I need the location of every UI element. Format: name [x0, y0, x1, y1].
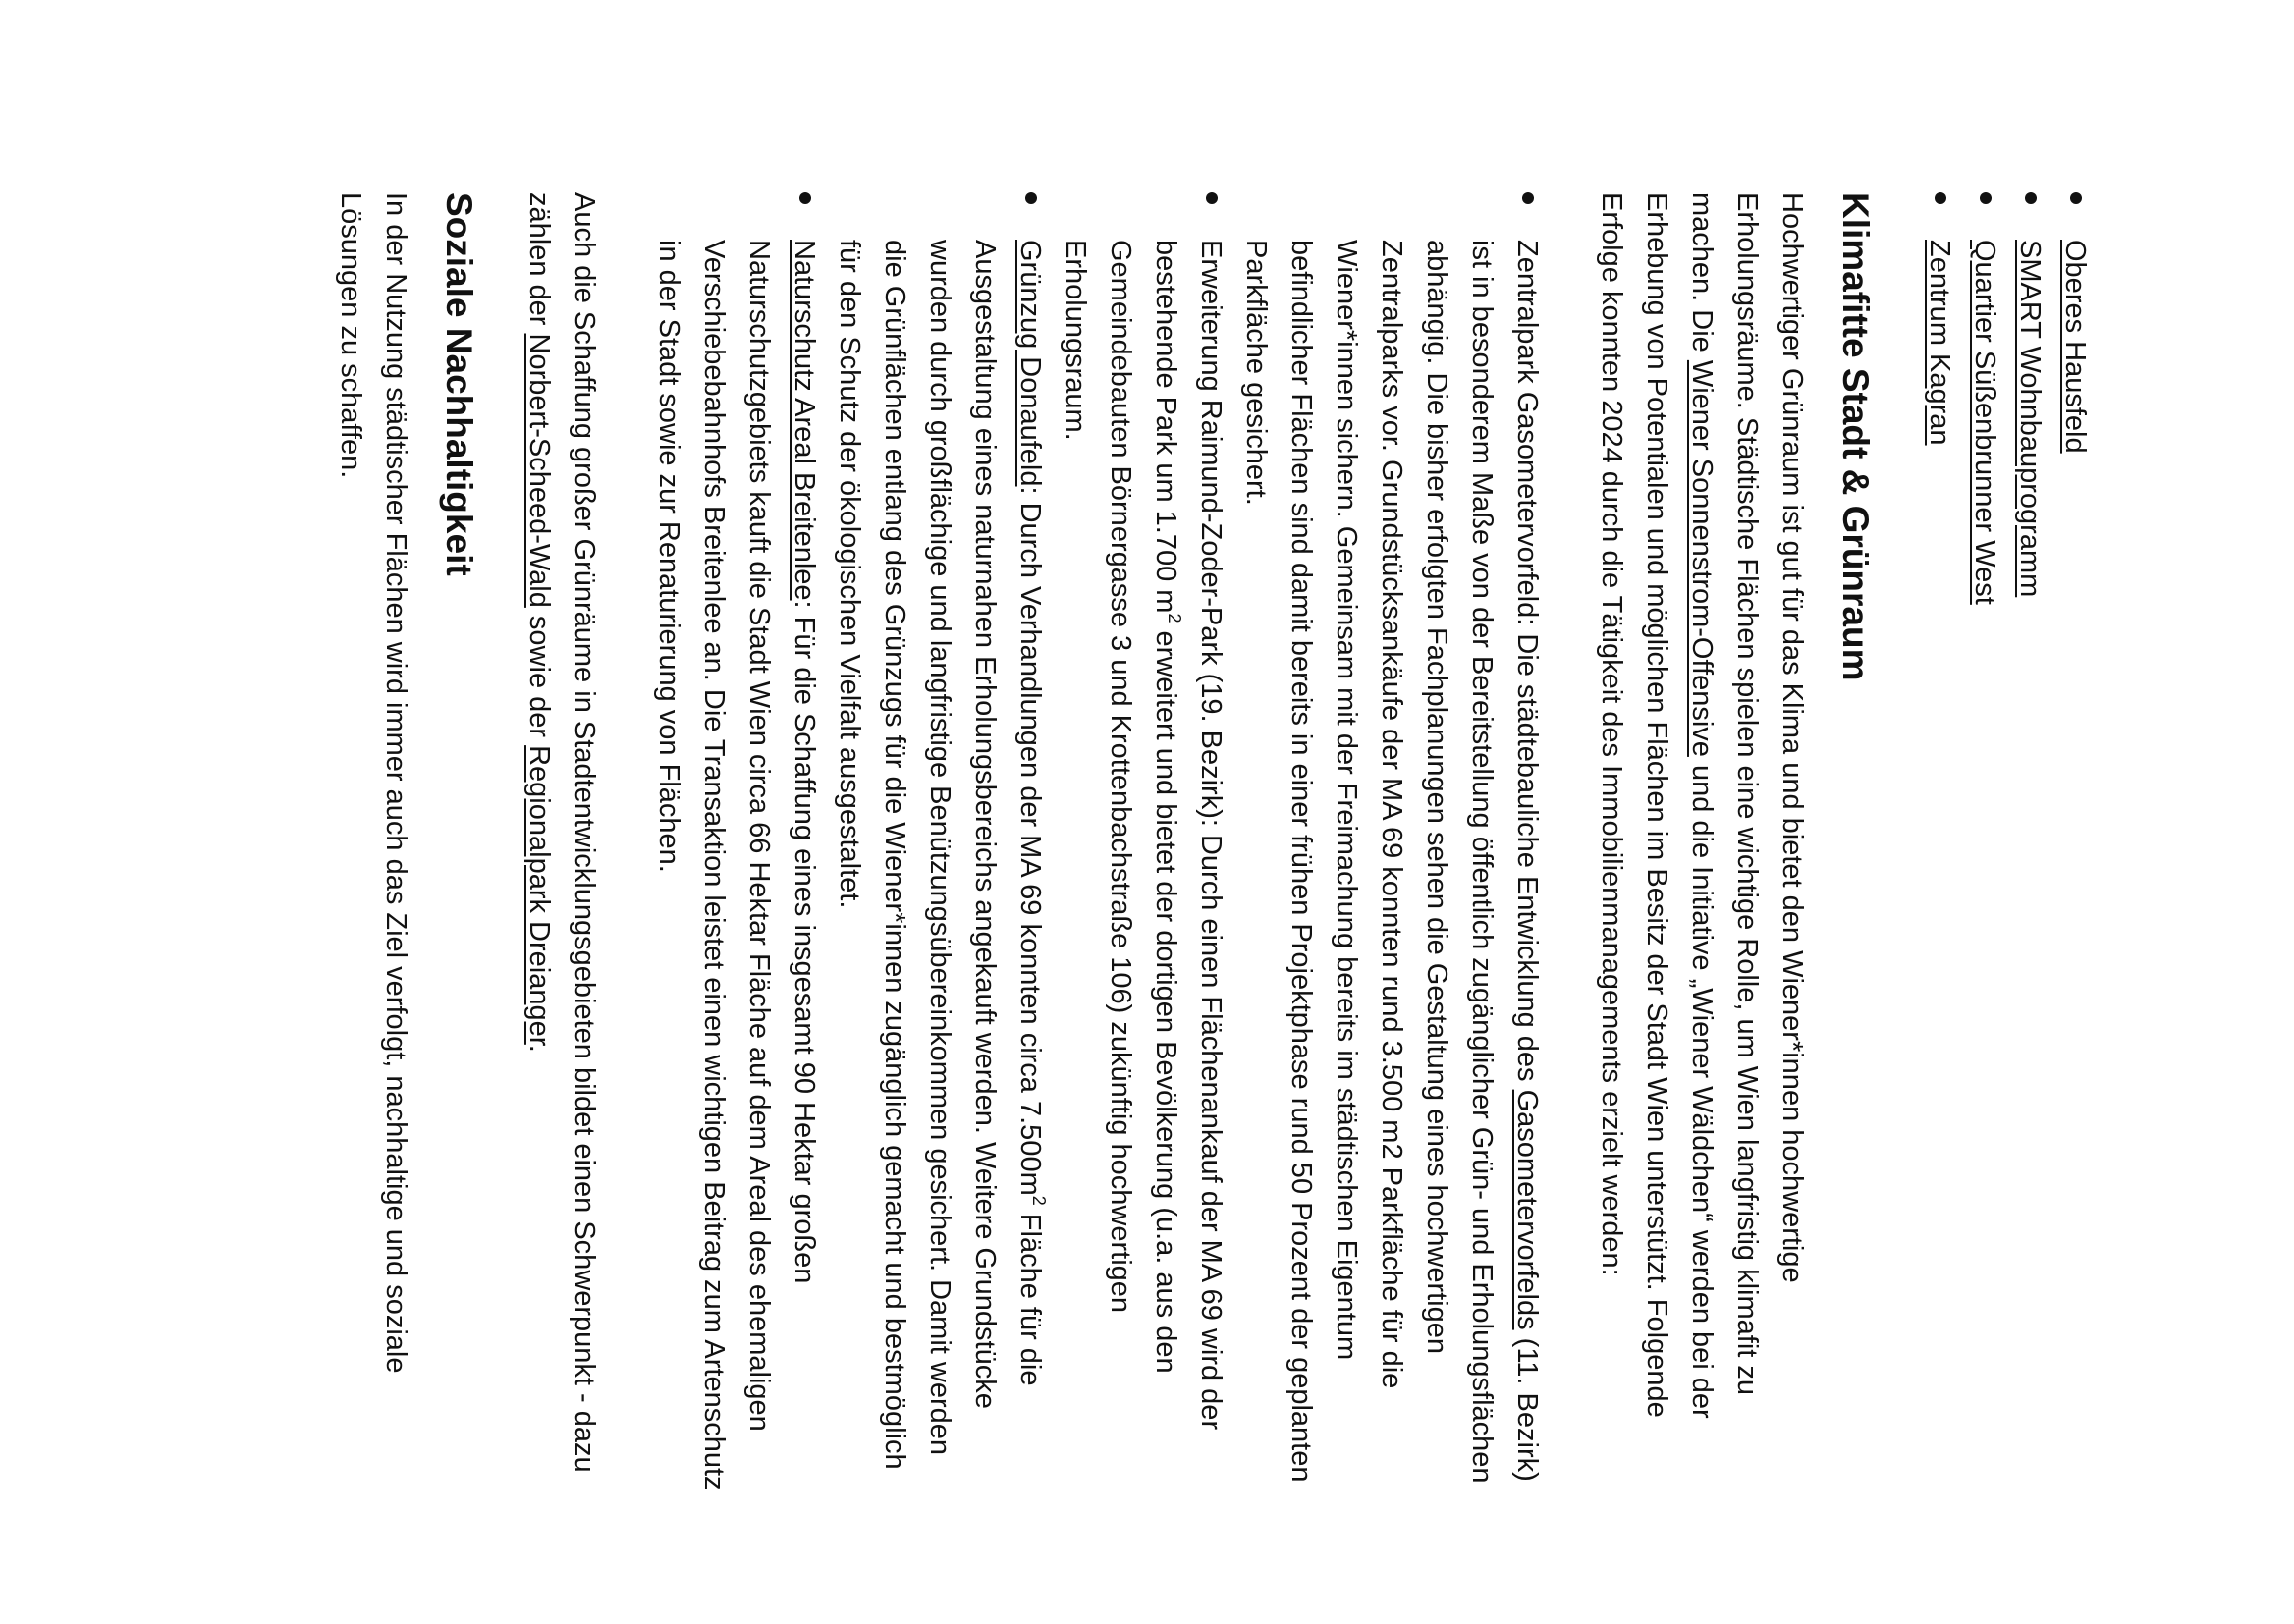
list-item — [827, 192, 1053, 1498]
bullet-text: Erweiterung Raimund-Zoder-Park (19. Bezirk): Durch einen Flächenankauf der MA 69 wird der bestehende Park um 1.700 m — [1150, 240, 1227, 1431]
list-item — [1233, 192, 1550, 1498]
list-item — [1053, 192, 1233, 1498]
list-item — [646, 192, 827, 1498]
bullet-text: : Durch Verhandlungen der MA 69 konnten circa 7.500m — [1014, 486, 1046, 1196]
section-heading-soziale-nachhaltigkeit: Soziale Nachhaltigkeit — [439, 192, 479, 576]
link-zentrum-kagran[interactable]: Zentrum Kagran — [1924, 240, 1955, 446]
bullet-text: (11. Bezirk) ist in besonderem Maße von der Bereitstellung öffentlich zugänglicher Grün- und Erholungsflächen abhängig. Die bisher erfolgten Fachplanungen sehen die Gestaltung eines hochwertigen Zentralparks vor. Grundstücksankäufe der MA 69 konnten rund 3.500 m2 Parkfläche für die Wiener*innen sichern. Gemeinsam mit der Freimachung bereits im städtischen Eigentum befindlicher Flächen sind damit bereits in einer frühen Projektphase rund 50 Prozent der geplanten Parkfläche gesichert. — [1240, 240, 1543, 1484]
bullet-text: : Für die Schaffung eines insgesamt 90 Hektar großen Naturschutzgebiets kauft die Stadt Wien circa 66 Hektar Fläche auf dem Areal des ehemaligen Verschiebebahnhofs Breitenlee an. Die Transaktion leistet einen wichtigen Beitrag zum Artenschutz in der Stadt sowie zur Renaturierung von Flächen. — [653, 240, 820, 1490]
link-gasometervorfelds[interactable]: Gasometervorfelds — [1511, 1089, 1543, 1330]
closing-text-3: . — [523, 1044, 555, 1053]
closing-text-1: Auch die Schaffung großer Grünräume in Stadtentwicklungsgebieten bildet einen Schwerpunkt - dazu zählen der — [523, 192, 600, 1473]
section2-text: In der Nutzung städtischer Flächen wird immer auch das Ziel verfolgt, nachhaltige und soziale Lösungen zu schaffen. — [335, 192, 411, 1374]
link-quartier-suessenbrunner-west[interactable]: Quartier Süßenbrunner West — [1969, 240, 2000, 605]
link-wiener-sonnenstrom-offensive[interactable]: Wiener Sonnenstrom-Offensive — [1686, 359, 1718, 757]
project-link-list — [1917, 192, 2098, 1498]
bullet-text: erweitert und bietet der dortigen Bevölkerung (u.a. aus den Gemeindebauten Börnergasse 3 und Krottenbachstraße 106) zukünftig hochwertigen Erholungsraum. — [1060, 240, 1181, 1374]
bullet-text: Zentralpark Gasometervorfeld: Die städtebauliche Entwicklung des — [1511, 240, 1543, 1090]
intro-text-1: Hochwertiger Grünraum ist gut für das Klima und bietet den Wiener*innen hochwertige Erholungsräume. Städtische Flächen spielen eine wichtige Rolle, um Wien langfristig klimafit zu machen. Die — [1686, 192, 1808, 1396]
bullet-text: Fläche für die Ausgestaltung eines naturnahen Erholungsbereichs angekauft werden. Weitere Grundstücke wurden durch großflächige und langfristige Benützungsübereinkommen gesichert. Damit werden die Grünflächen entlang des Grünzugs für die Wiener*innen zugänglich gemacht und bestmöglich für den Schutz der ökologischen Vielfalt ausgestaltet. — [834, 240, 1046, 1470]
closing-text-2: sowie der — [523, 607, 555, 746]
intro-text-2: und die Initiative „Wiener Wäldchen“ werden bei der Erhebung von Potentialen und möglichen Flächen im Besitz der Stadt Wien unterstützt. Folgende Erfolge konnten 2024 durch die Tätigkeit des Immobilienmanagements erzielt werden: — [1596, 192, 1718, 1419]
section1-intro — [1589, 192, 1815, 1498]
link-gruenzug-donaufeld[interactable]: Grünzug Donaufeld — [1014, 240, 1046, 487]
list-item — [2007, 192, 2052, 1498]
link-regionalpark-dreianger[interactable]: Regionalpark Dreianger — [523, 745, 555, 1045]
achievements-list — [646, 192, 1550, 1498]
link-naturschutz-areal-breitenlee[interactable]: Naturschutz Areal Breitenlee — [789, 240, 820, 601]
link-smart-wohnbauprogramm[interactable]: SMART Wohnbauprogramm — [2014, 240, 2046, 598]
superscript: 2 — [1029, 1195, 1049, 1206]
link-oberes-hausfeld[interactable]: Oberes Hausfeld — [2059, 240, 2091, 454]
page-content — [328, 192, 2098, 1498]
section-heading-klimafitte-stadt: Klimafitte Stadt & Grünraum — [1835, 192, 1876, 681]
link-norbert-scheed-wald[interactable]: Norbert-Scheed-Wald — [523, 333, 555, 608]
list-item — [2052, 192, 2098, 1498]
list-item — [1962, 192, 2007, 1498]
section1-closing — [517, 192, 607, 1498]
list-item — [1917, 192, 1962, 1498]
superscript: 2 — [1165, 613, 1184, 623]
